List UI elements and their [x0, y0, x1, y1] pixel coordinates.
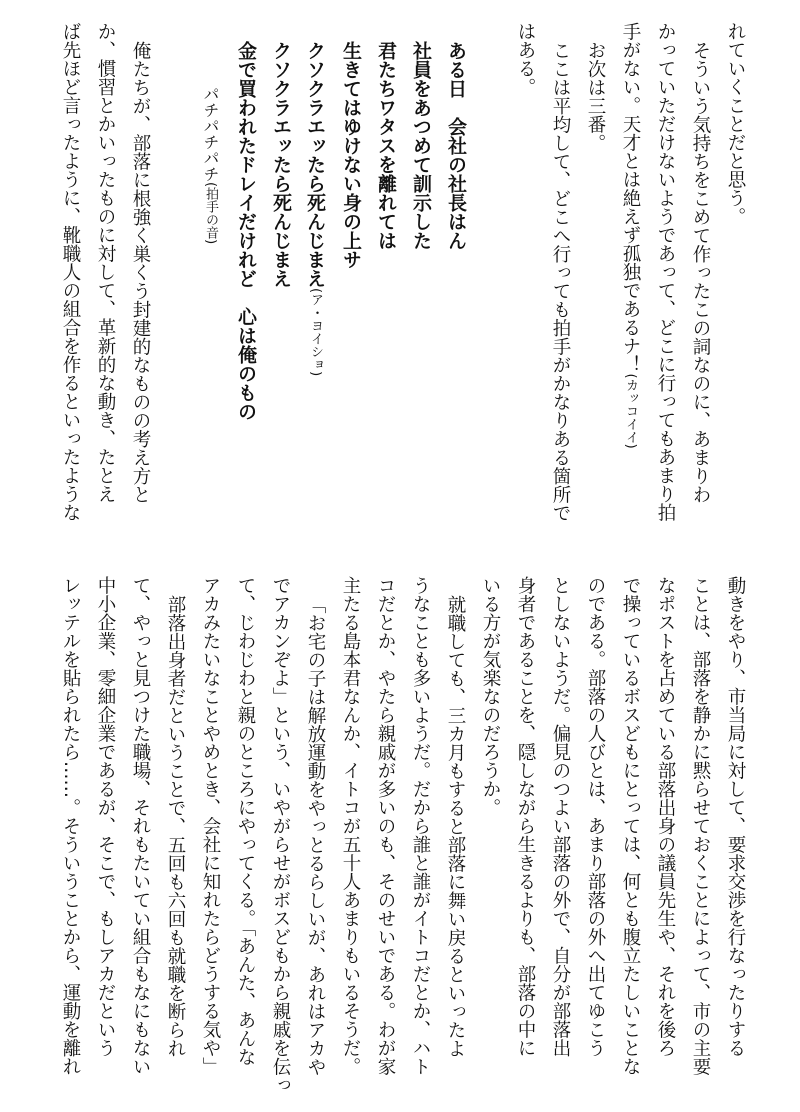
- text-column: アカみたいなことやめとき、会社に知れたらどうする気や」: [200, 576, 221, 1076]
- text-column: かっていただけないようであって、どこに行ってもあまり拍: [655, 22, 676, 522]
- applause-note: (拍手の音): [203, 182, 218, 245]
- text-column: 動きをやり、市当局に対して、要求交渉を行なったりする: [725, 576, 746, 1057]
- lyric-line: 社員をあつめて訓示した: [410, 41, 432, 250]
- text-column: 「お宅の子は解放運動をやっとるらしいが、あれはアカや: [305, 594, 326, 1076]
- lyric-line-body: クソクラエッたら死んじまえ: [304, 41, 326, 288]
- text-column: なポストを占めている部落出身の議員先生や、それを後ろ: [655, 576, 676, 1057]
- lyric-call-note: (ア・ヨイショ): [308, 288, 323, 377]
- text-column: はある。: [515, 22, 536, 96]
- text-column: て、やっと見つけた職場、それもたいてい組合もなにもない: [130, 576, 151, 1076]
- lyric-line: 君たちワタスを離れては: [375, 41, 397, 250]
- applause-line: [193, 22, 228, 544]
- text-column: ば先ほど言ったように、靴職人の組合を作るといったような: [60, 22, 81, 522]
- text-block-top: [53, 22, 753, 544]
- text-column: でアカンぞよ」という、いやがらせがボスどもから親戚を伝っ: [270, 576, 291, 1094]
- applause-text: パチパチパチ: [201, 86, 220, 182]
- text-column: レッテルを貼られたら……。そういうことから、運動を離れ: [60, 576, 81, 1076]
- aside-note: (カッコイイ): [623, 373, 638, 449]
- lyric-line: ある日 会社の社長はん: [445, 41, 467, 250]
- column-gap: [158, 22, 193, 544]
- lyric-line: クソクラエッたら死んじまえ: [270, 41, 292, 288]
- text-column: そういう気持ちをこめて作ったこの詞なのに、あまりわ: [690, 40, 711, 503]
- text-column: 身者であることを、隠しながら生きるよりも、部落の中に: [515, 576, 536, 1057]
- lyric-line: 生きてはゆけない身の上サ: [340, 41, 362, 269]
- text-column: れていくことだと思う。: [725, 22, 746, 226]
- text-column: か、慣習とかいったものに対して、革新的な動き、たとえ: [95, 22, 116, 503]
- text-column: としないようだ。偏見のつよい部落の外で、自分が部落出: [550, 576, 571, 1057]
- text-column: 中小企業、零細企業であるが、そこで、もしアカだという: [95, 576, 116, 1057]
- text-column: お次は三番。: [585, 40, 606, 152]
- text-column: て、じわじわと親のところにやってくる。「あんた、あんな: [235, 576, 256, 1067]
- column-gap: [473, 22, 508, 544]
- text-block-bottom: [53, 576, 753, 1098]
- text-column: 部落出身者だということで、五回も六回も就職を断られ: [165, 594, 186, 1057]
- text-column: コだとか、やたら親戚が多いのも、そのせいである。わが家: [375, 576, 396, 1076]
- text-column: [613, 22, 648, 544]
- text-column: 主たる島本君なんか、イトコが五十人あまりもいるそうだ。: [340, 576, 361, 1076]
- lyric-line: [298, 22, 333, 544]
- text-column: 就職しても、三カ月もすると部落に舞い戻るといったよ: [445, 594, 466, 1057]
- text-column-body: 手がない。天才とは絶えず孤独であるナ！: [620, 22, 641, 374]
- text-column: ここは平均して、どこへ行っても拍手がかなりある箇所で: [550, 40, 571, 522]
- text-column: のである。部落の人びとは、あまり部落の外へ出てゆこう: [585, 576, 606, 1057]
- text-column: ことは、部落を静かに黙らせておくことによって、市の主要: [690, 576, 711, 1076]
- text-column: で操っているボスどもにとっては、何とも腹立たしいことな: [620, 576, 641, 1076]
- lyric-line: 金で買われたドレイだけれど 心は俺のもの: [235, 41, 257, 421]
- text-column: 俺たちが、部落に根強く巣くう封建的なものの考え方と: [130, 40, 151, 503]
- text-column: うなことも多いようだ。だから誰と誰がイトコだとか、ハト: [410, 576, 431, 1076]
- text-column: いる方が気楽なのだろうか。: [480, 576, 501, 817]
